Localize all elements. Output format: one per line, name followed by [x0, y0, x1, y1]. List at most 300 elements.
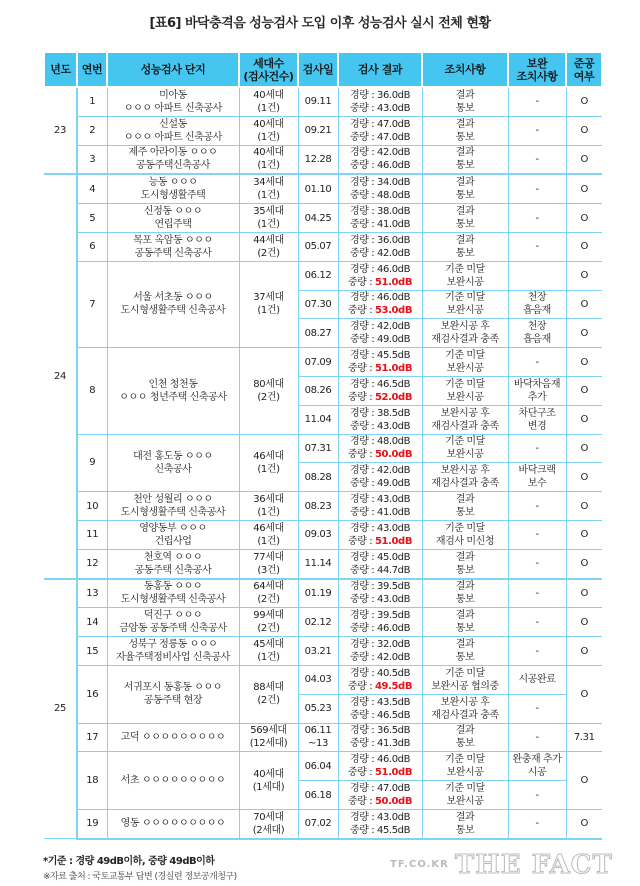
cell-line: 통보 [455, 738, 475, 750]
cell-line: 44세대 [253, 234, 284, 246]
cell-line: 차단구조 [518, 407, 556, 419]
site-name [107, 174, 239, 203]
cell-line: 인천 청천동 [148, 378, 198, 390]
cell-line: 07.30 [304, 298, 332, 310]
year-cell: 25 [44, 579, 77, 839]
cell-line: 통보 [455, 623, 475, 635]
cell-line: - [535, 558, 539, 570]
site-name [107, 145, 239, 174]
criteria-note: *기준 : 경량 49dB이하, 중량 49dB이하 [43, 856, 215, 867]
light-label: 경량 : [349, 407, 377, 419]
light-label: 경량 : [349, 754, 377, 766]
cell-line: - [535, 125, 539, 137]
cell-line: 04.25 [304, 212, 332, 224]
cell-line: 88세대 [253, 682, 284, 694]
site-name [107, 204, 239, 233]
heavy-value: 43.0dB [376, 420, 411, 432]
cell-line: 02.12 [304, 616, 332, 628]
inspection-date [298, 492, 338, 521]
serial-number: 19 [77, 809, 107, 838]
cell-line: 천안 성월리 ㅇㅇㅇ [133, 494, 213, 506]
cell-line: 결과 [455, 234, 475, 246]
cell-line: 재검사결과 충족 [431, 709, 499, 721]
site-name [107, 232, 239, 261]
watermark-sub: TF.CO.KR [390, 859, 449, 870]
unit-count [239, 608, 298, 637]
table-row [44, 492, 602, 521]
heavy-value: 51.0dB [374, 363, 413, 375]
site-name [107, 434, 239, 492]
cell-line: (1세대) [252, 781, 285, 793]
test-result [338, 232, 422, 261]
cell-line: 기준 미달 [445, 436, 485, 448]
light-value: 43.0dB [376, 494, 411, 506]
cell-line: 기준 미달 [445, 378, 485, 390]
cell-line: 06.18 [304, 789, 332, 801]
test-result [338, 492, 422, 521]
inspection-date [298, 232, 338, 261]
test-result [338, 723, 422, 752]
cell-line: 대전 홍도동 ㅇㅇㅇ [133, 450, 213, 462]
cell-line: 07.09 [304, 356, 332, 368]
header-supplement [508, 52, 566, 87]
supplementary-action [508, 549, 566, 578]
table-row [44, 752, 602, 781]
light-label: 경량 : [349, 147, 377, 159]
light-value: 36.0dB [376, 89, 411, 101]
source-note: ※자료 출처 : 국토교통부 답변 (경실련 정보공개청구) [43, 872, 237, 882]
action-taken [422, 608, 508, 637]
cell-line: 추가 [527, 391, 547, 403]
unit-count [239, 520, 298, 549]
cell-line: 변경 [527, 420, 547, 432]
cell-line: 기준 미달 [445, 783, 485, 795]
header-result: 검사 결과 [338, 52, 422, 87]
cell-line: 보완시공 [446, 276, 484, 288]
inspection-date [298, 376, 338, 405]
cell-line: 신정동 ㅇㅇㅇ [143, 206, 203, 218]
test-result [338, 405, 422, 434]
heavy-value: 49.0dB [376, 334, 411, 346]
cell-line: 도시형생활주택 [140, 190, 206, 202]
heavy-value: 51.0dB [374, 276, 413, 288]
cell-line: 06.12 [304, 270, 332, 282]
light-label: 경량 : [349, 292, 377, 304]
year-cell: 24 [44, 174, 77, 578]
cell-line: (1건) [257, 131, 280, 143]
supplementary-action [508, 579, 566, 608]
table-row [44, 232, 602, 261]
supplementary-action [508, 204, 566, 233]
completion-status: O [566, 549, 602, 578]
cell-line: 07.31 [304, 442, 332, 454]
cell-line: 40세대 [253, 89, 284, 101]
heavy-value: 50.0dB [374, 449, 413, 461]
completion-status: O [566, 232, 602, 261]
light-value: 45.5dB [376, 350, 411, 362]
cell-line: ~13 [308, 738, 328, 750]
heavy-value: 43.0dB [376, 594, 411, 606]
light-label: 경량 : [349, 639, 377, 651]
cell-line: 34세대 [253, 177, 284, 189]
heavy-value: 49.5dB [374, 680, 413, 692]
heavy-value: 51.0dB [374, 767, 413, 779]
unit-count [239, 87, 298, 116]
action-taken [422, 694, 508, 723]
cell-line: ㅇㅇㅇ 아파트 신축공사 [123, 102, 223, 114]
cell-line: 통보 [455, 102, 475, 114]
cell-line: - [535, 356, 539, 368]
serial-number: 16 [77, 665, 107, 723]
light-label: 경량 : [349, 321, 377, 333]
light-value: 39.5dB [376, 581, 411, 593]
light-label: 경량 : [349, 234, 377, 246]
heavy-label: 중량 : [347, 535, 375, 547]
heavy-label: 중량 : [347, 391, 375, 403]
inspection-date [298, 348, 338, 377]
table-row [44, 549, 602, 578]
header-year: 년도 [44, 52, 77, 87]
cell-line: 서울 서초동 ㅇㅇㅇ [133, 292, 213, 304]
test-result [338, 608, 422, 637]
cell-line: 08.28 [304, 471, 332, 483]
cell-line: - [535, 703, 539, 715]
cell-line: 천호역 ㅇㅇㅇ [143, 551, 203, 563]
heavy-value: 42.0dB [376, 652, 411, 664]
cell-line: 09.11 [304, 96, 332, 108]
cell-line: 목포 옥암동 ㅇㅇㅇ [133, 234, 213, 246]
light-value: 43.5dB [376, 696, 411, 708]
cell-line: 연립주택 [154, 219, 192, 231]
cell-line: 결과 [455, 581, 475, 593]
header-units-line2: (검사건수) [243, 69, 294, 83]
cell-line: 보완시공 [446, 796, 484, 808]
header-completion [566, 52, 602, 87]
cell-line: 결과 [455, 177, 475, 189]
heavy-label: 중량 : [349, 247, 377, 259]
cell-line: 05.23 [304, 703, 332, 715]
light-label: 경량 : [349, 581, 377, 593]
table-row [44, 348, 602, 377]
supplementary-action [508, 694, 566, 723]
heavy-value: 42.0dB [376, 247, 411, 259]
cell-line: 통보 [455, 247, 475, 259]
inspection-date [298, 549, 338, 578]
supplementary-action [508, 463, 566, 492]
cell-line: - [535, 500, 539, 512]
cell-line: 결과 [455, 494, 475, 506]
cell-line: 천장 [527, 321, 547, 333]
cell-line: - [535, 183, 539, 195]
cell-line: 결과 [455, 811, 475, 823]
table-row [44, 204, 602, 233]
test-result [338, 174, 422, 203]
heavy-label: 중량 : [347, 680, 375, 692]
cell-line: 공동주택 신축공사 [134, 564, 212, 576]
cell-line: 결과 [455, 206, 475, 218]
heavy-label: 중량 : [349, 824, 377, 836]
test-result [338, 261, 422, 290]
completion-status: O [566, 116, 602, 145]
header-row [44, 52, 602, 87]
cell-line: - [535, 587, 539, 599]
action-taken [422, 319, 508, 348]
cell-line: 공동주택 현장 [143, 695, 203, 707]
light-value: 39.5dB [376, 610, 411, 622]
unit-count [239, 723, 298, 752]
inspection-date [298, 781, 338, 810]
light-value: 46.5dB [376, 378, 411, 390]
heavy-value: 41.3dB [376, 738, 411, 750]
serial-number: 13 [77, 579, 107, 608]
cell-line: 569세대 [250, 725, 287, 737]
serial-number: 15 [77, 637, 107, 666]
test-result [338, 145, 422, 174]
cell-line: 보완시공 [446, 767, 484, 779]
table-body [44, 87, 602, 839]
cell-line: 결과 [455, 639, 475, 651]
heavy-value: 50.0dB [374, 796, 413, 808]
cell-line: 01.19 [304, 587, 332, 599]
cell-line: (1건) [257, 160, 280, 172]
header-units [239, 52, 298, 87]
cell-line: 보완시공 후 [440, 465, 490, 477]
site-name [107, 520, 239, 549]
table-row [44, 434, 602, 463]
cell-line: 11.14 [304, 558, 332, 570]
light-label: 경량 : [349, 206, 377, 218]
heavy-value: 46.0dB [376, 160, 411, 172]
cell-line: 재검사결과 충족 [431, 334, 499, 346]
supplementary-action [508, 174, 566, 203]
cell-line: 통보 [455, 824, 475, 836]
table-row [44, 608, 602, 637]
heavy-value: 46.0dB [376, 623, 411, 635]
action-taken [422, 665, 508, 694]
test-result [338, 520, 422, 549]
cell-line: (1건) [257, 652, 280, 664]
heavy-label: 중량 : [349, 478, 377, 490]
heavy-label: 중량 : [349, 623, 377, 635]
cell-line: 01.10 [304, 183, 332, 195]
light-label: 경량 : [349, 177, 377, 189]
heavy-value: 49.0dB [376, 478, 411, 490]
supplementary-action [508, 348, 566, 377]
cell-line: - [535, 153, 539, 165]
completion-status: O [566, 637, 602, 666]
inspection-date [298, 665, 338, 694]
unit-count [239, 549, 298, 578]
light-label: 경량 : [349, 783, 377, 795]
unit-count [239, 174, 298, 203]
test-result [338, 87, 422, 116]
test-result [338, 752, 422, 781]
unit-count [239, 579, 298, 608]
action-taken [422, 290, 508, 319]
cell-line: 보완시공 후 [440, 407, 490, 419]
cell-line: 흡음재 [523, 334, 551, 346]
light-value: 38.5dB [376, 407, 411, 419]
header-supp-line2: 조치사항 [516, 69, 558, 83]
light-value: 42.0dB [376, 465, 411, 477]
light-value: 32.0dB [376, 639, 411, 651]
heavy-label: 중량 : [349, 738, 377, 750]
table-title: [표6] 바닥충격음 성능검사 도입 이후 성능검사 실시 전체 현황 [149, 16, 491, 31]
action-taken [422, 579, 508, 608]
test-result [338, 781, 422, 810]
inspection-date [298, 434, 338, 463]
test-result [338, 579, 422, 608]
light-label: 경량 : [349, 436, 377, 448]
unit-count [239, 204, 298, 233]
light-label: 경량 : [349, 725, 377, 737]
light-value: 46.0dB [376, 292, 411, 304]
cell-line: 통보 [455, 652, 475, 664]
test-result [338, 376, 422, 405]
light-label: 경량 : [349, 610, 377, 622]
unit-count [239, 348, 298, 434]
inspection-date [298, 174, 338, 203]
cell-line: (1건) [257, 102, 280, 114]
cell-line: 보완시공 [446, 391, 484, 403]
test-result [338, 463, 422, 492]
inspection-date [298, 145, 338, 174]
completion-status: O [566, 261, 602, 290]
light-value: 47.0dB [376, 118, 411, 130]
cell-line: 시공 [527, 767, 547, 779]
cell-line: 05.07 [304, 241, 332, 253]
action-taken [422, 116, 508, 145]
cell-line: (1건) [257, 219, 280, 231]
completion-status: O [566, 319, 602, 348]
serial-number: 7 [77, 261, 107, 347]
cell-line: 시공완료 [518, 674, 556, 686]
table-row [44, 145, 602, 174]
light-value: 43.0dB [376, 811, 411, 823]
inspection-date [298, 637, 338, 666]
cell-line: 통보 [455, 594, 475, 606]
cell-line: 결과 [455, 89, 475, 101]
cell-line: ㅇㅇㅇ 청년주택 신축공사 [119, 391, 227, 403]
completion-status: O [566, 608, 602, 637]
action-taken [422, 204, 508, 233]
heavy-label: 중량 : [347, 449, 375, 461]
site-name [107, 723, 239, 752]
table-row [44, 174, 602, 203]
action-taken [422, 87, 508, 116]
action-taken [422, 549, 508, 578]
test-result [338, 637, 422, 666]
completion-status: O [566, 87, 602, 116]
cell-line: 고덕 ㅇㅇㅇㅇㅇㅇㅇㅇㅇ [120, 731, 226, 743]
serial-number: 4 [77, 174, 107, 203]
cell-line: (1건) [257, 463, 280, 475]
unit-count [239, 492, 298, 521]
cell-line: 08.23 [304, 500, 332, 512]
header-units-line1: 세대수 [253, 56, 284, 70]
cell-line: 12.28 [304, 153, 332, 165]
light-label: 경량 : [349, 263, 377, 275]
light-value: 36.0dB [376, 234, 411, 246]
serial-number: 6 [77, 232, 107, 261]
cell-line: - [535, 442, 539, 454]
light-label: 경량 : [349, 696, 377, 708]
completion-status: O [566, 579, 602, 608]
site-name [107, 637, 239, 666]
cell-line: (1건) [257, 535, 280, 547]
inspection-date [298, 405, 338, 434]
cell-line: 06.04 [304, 760, 332, 772]
cell-line: 미아동 [159, 89, 187, 101]
cell-line: 45세대 [253, 639, 284, 651]
heavy-label: 중량 : [349, 102, 377, 114]
test-result [338, 694, 422, 723]
heavy-label: 중량 : [349, 564, 377, 576]
cell-line: 보완시공 후 [440, 696, 490, 708]
light-label: 경량 : [349, 378, 377, 390]
cell-line: (1건) [257, 190, 280, 202]
cell-line: 보완시공 후 [440, 321, 490, 333]
completion-status: O [566, 348, 602, 377]
cell-line: (2건) [257, 695, 280, 707]
cell-line: 도시형생활주택 신축공사 [120, 305, 226, 317]
serial-number: 14 [77, 608, 107, 637]
cell-line: - [535, 616, 539, 628]
action-taken [422, 463, 508, 492]
supplementary-action [508, 261, 566, 290]
cell-line: 영양동부 ㅇㅇㅇ [139, 522, 207, 534]
site-name [107, 549, 239, 578]
inspection-date [298, 87, 338, 116]
heavy-value: 43.0dB [376, 102, 411, 114]
cell-line: 공동주택신축공사 [135, 160, 211, 172]
heavy-label: 중량 : [349, 507, 377, 519]
table-row [44, 116, 602, 145]
serial-number: 18 [77, 752, 107, 810]
cell-line: (2건) [257, 391, 280, 403]
supplementary-action [508, 434, 566, 463]
cell-line: 통보 [455, 564, 475, 576]
site-name [107, 87, 239, 116]
completion-status: O [566, 290, 602, 319]
cell-line: (1건) [257, 305, 280, 317]
light-label: 경량 : [349, 522, 377, 534]
cell-line: 결과 [455, 725, 475, 737]
table-row [44, 665, 602, 694]
unit-count [239, 261, 298, 347]
heavy-value: 48.0dB [376, 190, 411, 202]
cell-line: - [535, 241, 539, 253]
completion-status: O [566, 376, 602, 405]
cell-line: - [535, 818, 539, 830]
cell-line: 도시형생활주택 신축공사 [120, 594, 226, 606]
completion-status: O [566, 492, 602, 521]
cell-line: 통보 [455, 131, 475, 143]
test-result [338, 204, 422, 233]
cell-line: 70세대 [253, 811, 284, 823]
cell-line: 재검사결과 충족 [431, 478, 499, 490]
supplementary-action [508, 723, 566, 752]
site-name [107, 579, 239, 608]
inspection-date [298, 579, 338, 608]
heavy-label: 중량 : [347, 767, 375, 779]
completion-status: O [566, 463, 602, 492]
supplementary-action [508, 809, 566, 838]
action-taken [422, 434, 508, 463]
unit-count [239, 434, 298, 492]
supplementary-action [508, 376, 566, 405]
light-label: 경량 : [349, 667, 377, 679]
